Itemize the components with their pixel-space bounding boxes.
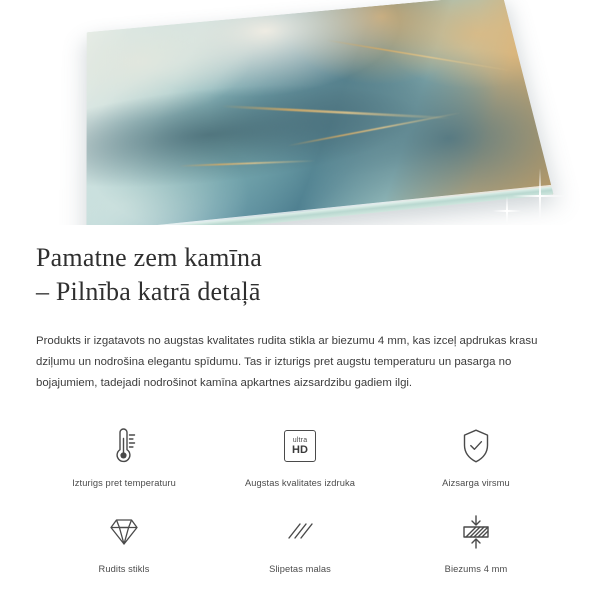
thickness-icon (455, 510, 497, 554)
gold-vein (326, 40, 513, 72)
ultra-hd-icon (284, 424, 316, 468)
glass-panel (86, 0, 553, 225)
feature-label: Augstas kvalitates izdruka (244, 478, 356, 488)
headline-line-1: Pamatne zem kamīna (36, 243, 262, 272)
artwork-dark-wash (86, 69, 430, 198)
polished-edges-icon (280, 510, 320, 554)
headline-line-2: – Pilnība katrā detaļā (36, 277, 261, 306)
content-section (0, 225, 600, 574)
sparkle-icon (492, 196, 522, 225)
body-paragraph: Produkts ir izgatavots no augstas kvalitates rudita stikla ar biezumu 4 mm, kas izceļ apdrukas krasu dziļumu un nodrošina elegantu spīdumu. Tas ir izturigs pret augstu temperaturu un pasarga no bojajumiem, tadejadi nodrošinot kamīna apkartnes aizsardzibu gadiem ilgi. (36, 335, 538, 389)
hero-image (0, 0, 600, 225)
feature-item-surface-protection (388, 424, 564, 488)
feature-item-polished-edges (212, 510, 388, 574)
feature-item-thickness (388, 510, 564, 574)
feature-item-print-quality (212, 424, 388, 488)
shield-check-icon (459, 424, 493, 468)
thermometer-icon (107, 424, 141, 468)
feature-item-temperature (36, 424, 212, 488)
feature-label: Rudits stikls (98, 564, 150, 574)
feature-grid (36, 424, 564, 574)
diamond-icon (104, 510, 144, 554)
feature-label: Aizsarga virsmu (442, 478, 510, 488)
feature-label: Izturigs pret temperaturu (72, 478, 176, 488)
ultra-hd-badge-bottom: HD (292, 443, 308, 456)
feature-label: Slipetas malas (269, 564, 331, 574)
ultra-hd-badge-top: ultra (292, 436, 308, 444)
feature-label: Biezums 4 mm (444, 564, 508, 574)
page-title (36, 225, 564, 309)
feature-item-tempered-glass (36, 510, 212, 574)
